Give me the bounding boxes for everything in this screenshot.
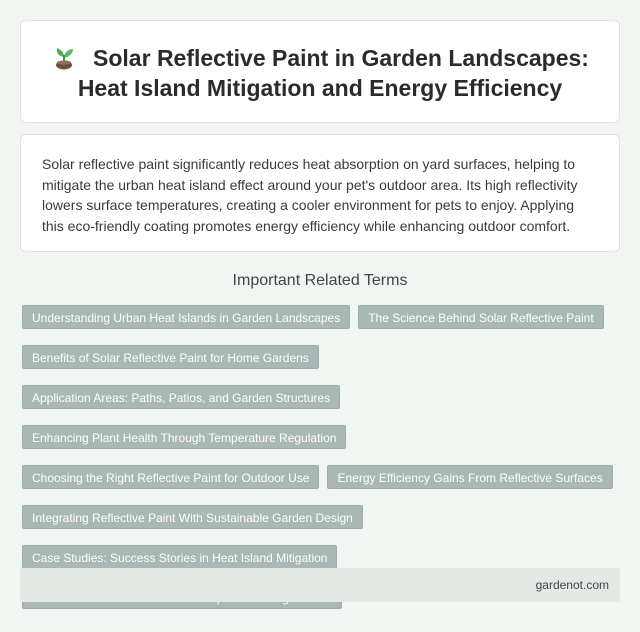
related-term-tag[interactable]: Choosing the Right Reflective Paint for Outdoor Use <box>22 465 319 489</box>
related-term-tag[interactable]: Benefits of Solar Reflective Paint for Home Gardens <box>22 345 319 369</box>
page-title-text: Solar Reflective Paint in Garden Landscapes: Heat Island Mitigation and Energy Efficiency <box>77 45 589 101</box>
related-term-tag[interactable]: Case Studies: Success Stories in Heat Island Mitigation <box>22 545 337 569</box>
related-term-tag[interactable]: The Science Behind Solar Reflective Paint <box>358 305 603 329</box>
sprout-icon <box>51 44 77 70</box>
summary-text: Solar reflective paint significantly reduces heat absorption on yard surfaces, helping to mitigate the urban heat island effect around your pet's outdoor area. Its high reflectivity lowers surface temperatures, creating a cooler environment for pets to enjoy. Applying this eco-friendly coating promotes energy efficiency while enhancing outdoor comfort. <box>42 156 578 234</box>
related-term-tag[interactable]: Understanding Urban Heat Islands in Garden Landscapes <box>22 305 350 329</box>
title-card <box>20 20 620 123</box>
site-name[interactable]: gardenot.com <box>535 578 609 592</box>
related-term-tag[interactable]: Enhancing Plant Health Through Temperature Regulation <box>22 425 346 449</box>
footer-bar <box>20 568 620 602</box>
related-term-tag[interactable]: Application Areas: Paths, Patios, and Garden Structures <box>22 385 340 409</box>
summary-card <box>20 134 620 252</box>
related-term-tag[interactable]: Energy Efficiency Gains From Reflective Surfaces <box>327 465 612 489</box>
page-title <box>21 43 619 103</box>
related-terms-heading: Important Related Terms <box>232 272 408 289</box>
related-term-tag[interactable]: Integrating Reflective Paint With Sustainable Garden Design <box>22 505 363 529</box>
related-terms-list <box>22 305 622 609</box>
